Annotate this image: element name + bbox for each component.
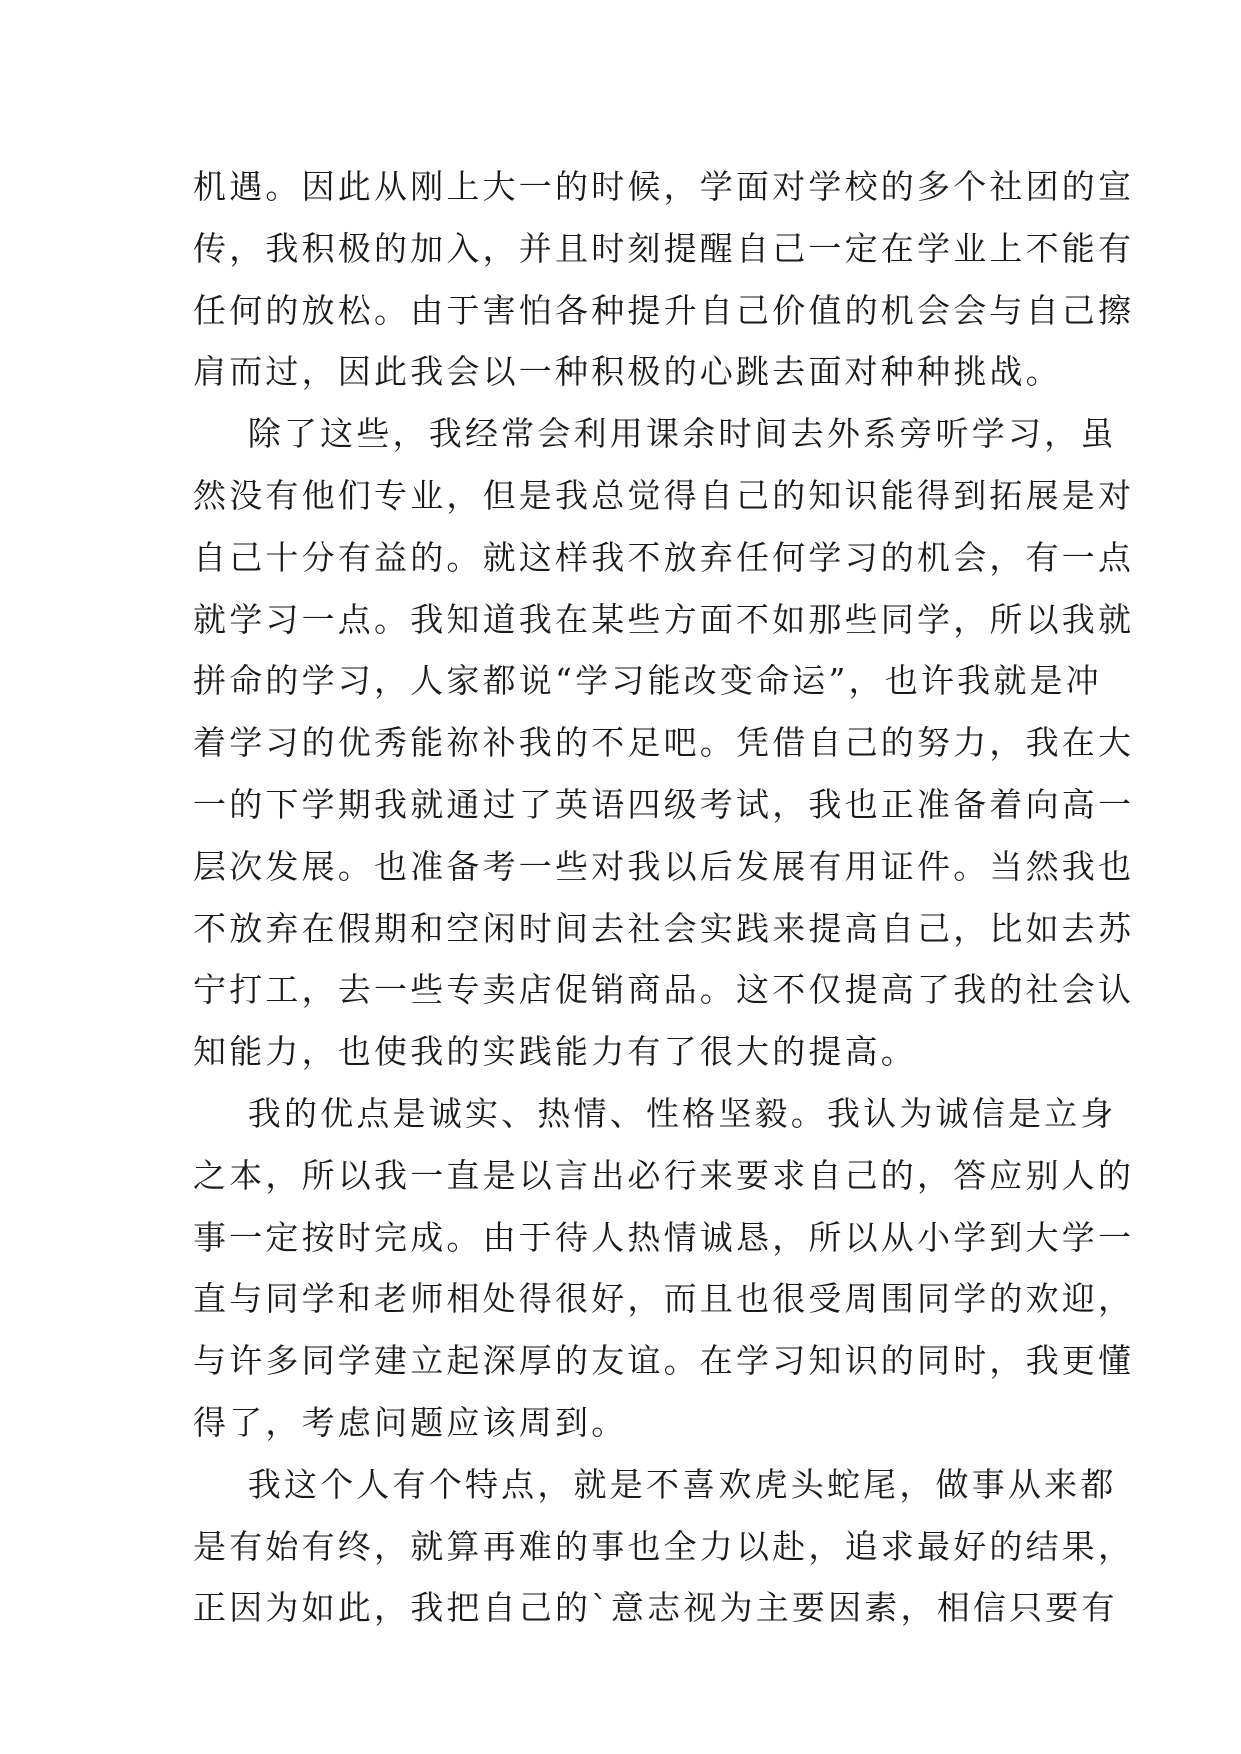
text-line: 然没有他们专业，但是我总觉得自己的知识能得到拓展是对 <box>193 475 1135 515</box>
text-line: 任何的放松。由于害怕各种提升自己价值的机会会与自己擦 <box>193 290 1135 330</box>
text-line: 一的下学期我就通过了英语四级考试，我也正准备着向高一 <box>193 784 1135 824</box>
paragraph-start-line: 我这个人有个特点，就是不喜欢虎头蛇尾，做事从来都 <box>193 1464 1117 1504</box>
paragraph-start-line: 我的优点是诚实、热情、性格坚毅。我认为诚信是立身 <box>193 1093 1117 1133</box>
text-line: 直与同学和老师相处得很好，而且也很受周围同学的欢迎， <box>193 1279 1135 1319</box>
text-line: 与许多同学建立起深厚的友谊。在学习知识的同时，我更懂 <box>193 1341 1135 1381</box>
paragraph-start-line: 除了这些，我经常会利用课余时间去外系旁听学习，虽 <box>193 414 1117 454</box>
text-line: 不放弃在假期和空闲时间去社会实践来提高自己，比如去苏 <box>193 908 1135 948</box>
text-line: 正因为如此，我把自己的`意志视为主要因素，相信只要有 <box>193 1588 1118 1628</box>
text-line: 层次发展。也准备考一些对我以后发展有用证件。当然我也 <box>193 846 1135 886</box>
text-line: 知能力，也使我的实践能力有了很大的提高。 <box>193 1032 917 1072</box>
text-line: 宁打工，去一些专卖店促销商品。这不仅提高了我的社会认 <box>193 970 1135 1010</box>
text-line: 传，我积极的加入，并且时刻提醒自己一定在学业上不能有 <box>193 228 1135 268</box>
text-line: 是有始有终，就算再难的事也全力以赴，追求最好的结果， <box>193 1526 1135 1566</box>
text-line: 拼命的学习，人家都说“学习能改变命运”，也许我就是冲 <box>193 661 1102 701</box>
text-line: 肩而过，因此我会以一种积极的心跳去面对种种挑战。 <box>193 352 1062 392</box>
text-line: 之本，所以我一直是以言出必行来要求自己的，答应别人的 <box>193 1155 1135 1195</box>
text-line: 得了，考虑问题应该周到。 <box>193 1402 628 1442</box>
text-line: 事一定按时完成。由于待人热情诚恳，所以从小学到大学一 <box>193 1217 1135 1257</box>
text-line: 着学习的优秀能祢补我的不足吧。凭借自己的努力，我在大 <box>193 723 1135 763</box>
text-line: 就学习一点。我知道我在某些方面不如那些同学，所以我就 <box>193 599 1135 639</box>
text-line: 自己十分有益的。就这样我不放弃任何学习的机会，有一点 <box>193 537 1135 577</box>
text-line: 机遇。因此从刚上大一的时候，学面对学校的多个社团的宣 <box>193 167 1135 206</box>
body-text <box>193 156 1135 1639</box>
